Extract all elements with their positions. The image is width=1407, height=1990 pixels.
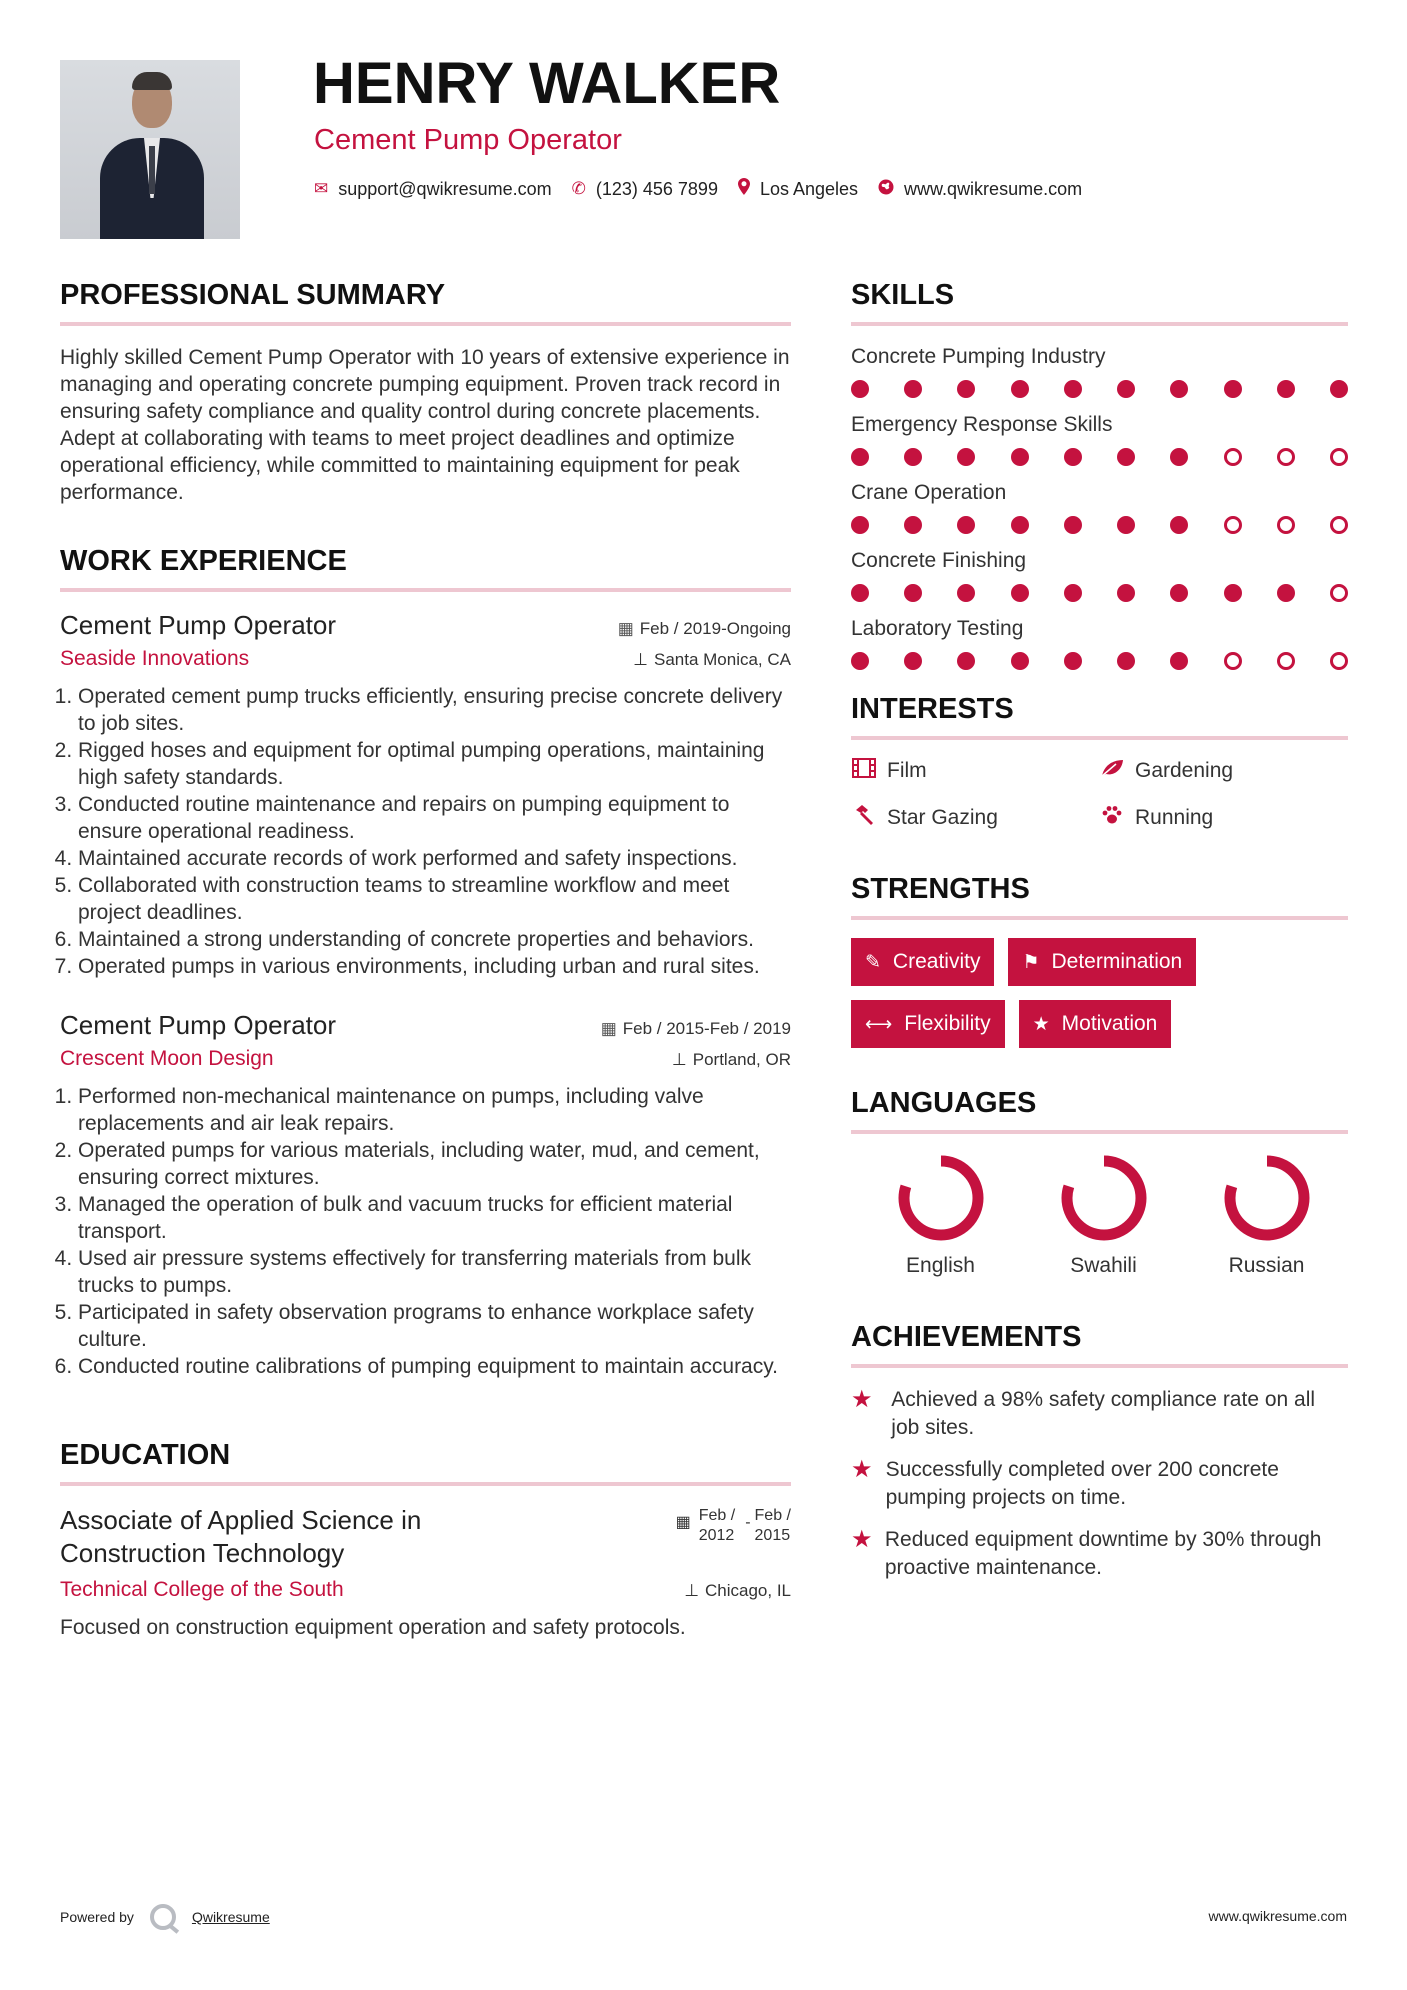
rating-dot-empty: [1330, 516, 1348, 534]
rating-dot-empty: [1330, 584, 1348, 602]
hammer-icon: [851, 804, 877, 832]
list-item: 2. Operated pumps for various materials, including water, mud, and cement, ensuring correct mixtures.: [78, 1137, 791, 1191]
interests-grid: [851, 758, 1348, 832]
rating-dot-filled: [1011, 380, 1029, 398]
skill-item: [851, 616, 1348, 670]
paintbrush-icon: ✎: [865, 951, 881, 973]
rating-dot-filled: [957, 584, 975, 602]
qwikresume-logo-icon: [150, 1904, 176, 1930]
language-label: Russian: [1228, 1254, 1305, 1277]
strengths-heading: STRENGTHS: [851, 873, 1030, 905]
rating-dot-empty: [1330, 448, 1348, 466]
contact-website[interactable]: www.qwikresume.com: [904, 178, 1083, 199]
rating-dot-filled: [1170, 380, 1188, 398]
right-column: [851, 278, 1348, 1596]
interest-item: Running: [1099, 804, 1347, 832]
rating-dot-filled: [1277, 584, 1295, 602]
list-item: 6. Maintained a strong understanding of concrete properties and behaviors.: [78, 926, 791, 953]
education-description: Focused on construction equipment operation and safety protocols.: [60, 1616, 686, 1639]
rating-dot-filled: [851, 380, 869, 398]
pushpin-icon: ⊥: [633, 650, 648, 669]
profile-photo: [60, 60, 240, 239]
rating-dot-filled: [851, 584, 869, 602]
skill-item: [851, 548, 1348, 602]
rating-dot-empty: [1330, 652, 1348, 670]
envelope-icon: ✉: [314, 179, 329, 198]
phone-icon: ✆: [571, 179, 586, 198]
star-icon: ★: [851, 1386, 873, 1413]
contact-location: Los Angeles: [759, 178, 859, 199]
skill-item: [851, 412, 1348, 466]
rating-dot-filled: [957, 448, 975, 466]
strength-badge: ★ Motivation: [1019, 1000, 1172, 1048]
education-dates: ▦ Feb / 2012 - Feb / 2015: [675, 1507, 791, 1544]
language-label: Swahili: [1070, 1254, 1137, 1277]
rating-dot-filled: [1064, 516, 1082, 534]
language-ring: [1058, 1152, 1150, 1244]
rating-dot-filled: [904, 584, 922, 602]
job-entry: [60, 1010, 791, 1380]
rating-dot-filled: [1064, 380, 1082, 398]
calendar-icon: ▦: [675, 1514, 691, 1531]
rating-dot-filled: [851, 516, 869, 534]
rating-dot-filled: [1117, 584, 1135, 602]
strength-badge: ⟷ Flexibility: [851, 1000, 1005, 1048]
pushpin-icon: ⊥: [684, 1581, 699, 1600]
rating-dot-filled: [851, 448, 869, 466]
skill-rating: [851, 652, 1348, 670]
job-title: Cement Pump Operator: [60, 610, 337, 640]
language-ring: [895, 1152, 987, 1244]
summary-text: Highly skilled Cement Pump Operator with 10 years of extensive experience in managing and operating concrete pumping equipment. Proven track record in ensuring safety compliance and quality control during concrete placements. Adept at collaborating with teams to meet project deadlines and optimize operational efficiency, while committed to maintaining equipment for peak performance.: [60, 346, 790, 504]
rating-dot-empty: [1277, 652, 1295, 670]
rating-dot-filled: [1117, 516, 1135, 534]
rating-dot-filled: [1170, 516, 1188, 534]
rating-dot-empty: [1224, 448, 1242, 466]
rating-dot-empty: [1277, 516, 1295, 534]
rating-dot-filled: [851, 652, 869, 670]
footer-powered-by: Powered by Qwikresume: [60, 1904, 270, 1930]
paw-icon: [1099, 805, 1125, 831]
achievements-list: [851, 1386, 1348, 1582]
rating-dot-filled: [957, 652, 975, 670]
achievement-item: ★ Successfully completed over 200 concrete pumping projects on time.: [851, 1456, 1279, 1509]
rating-dot-empty: [1277, 448, 1295, 466]
achievement-item: ★ Reduced equipment downtime by 30% through proactive maintenance.: [851, 1526, 1322, 1579]
rating-dot-filled: [1224, 380, 1242, 398]
school-name: Technical College of the South: [60, 1578, 344, 1601]
skill-name: Emergency Response Skills: [851, 413, 1113, 436]
calendar-icon: ▦: [617, 619, 634, 638]
job-entry: [60, 610, 791, 980]
achievements-heading: ACHIEVEMENTS: [851, 1321, 1082, 1353]
job-date: Feb / 2019-Ongoing: [639, 619, 791, 638]
language-ring-arc: [904, 1161, 978, 1235]
language-ring: [1221, 1152, 1313, 1244]
rating-dot-filled: [957, 380, 975, 398]
skill-name: Crane Operation: [851, 481, 1007, 504]
rating-dot-filled: [904, 652, 922, 670]
company-name: Crescent Moon Design: [60, 1047, 274, 1070]
job-title: Cement Pump Operator: [60, 1010, 337, 1040]
rating-dot-filled: [1011, 448, 1029, 466]
language-ring-arc: [1230, 1161, 1304, 1235]
skill-rating: [851, 516, 1348, 534]
interest-item: Film: [851, 758, 1099, 784]
leaf-icon: [1099, 758, 1125, 784]
strength-badge: ✎ Creativity: [851, 938, 994, 986]
rating-dot-filled: [1277, 380, 1295, 398]
pushpin-icon: ⊥: [671, 1050, 687, 1069]
rating-dot-filled: [1011, 584, 1029, 602]
skill-rating: [851, 584, 1348, 602]
list-item: 5. Participated in safety observation programs to enhance workplace safety culture.: [78, 1299, 791, 1353]
list-item: 5. Collaborated with construction teams to streamline workflow and meet project deadlines.: [78, 872, 791, 926]
list-item: 4. Used air pressure systems effectively for transferring materials from bulk trucks to pumps.: [78, 1245, 791, 1299]
skills-list: [851, 344, 1348, 670]
company-name: Seaside Innovations: [60, 647, 250, 670]
contact-bar: [314, 178, 1102, 200]
star-icon: ★: [1032, 1013, 1050, 1035]
skill-rating: [851, 380, 1348, 398]
duties-list: [60, 1083, 791, 1380]
languages-heading: LANGUAGES: [851, 1087, 1037, 1119]
duties-list: [60, 683, 791, 980]
divider: [60, 1482, 791, 1486]
candidate-title: Cement Pump Operator: [314, 124, 622, 156]
strengths-list: [851, 938, 1251, 1048]
interest-item: Gardening: [1099, 758, 1347, 784]
rating-dot-filled: [1011, 516, 1029, 534]
list-item: 7. Operated pumps in various environments, including urban and rural sites.: [78, 953, 791, 980]
film-icon: [851, 758, 877, 784]
rating-dot-filled: [1170, 652, 1188, 670]
divider: [851, 1130, 1348, 1134]
rating-dot-filled: [1330, 380, 1348, 398]
list-item: 6. Conducted routine calibrations of pumping equipment to maintain accuracy.: [78, 1353, 791, 1380]
language-item: [1022, 1152, 1185, 1278]
strength-badge: ⚑ Determination: [1008, 938, 1196, 986]
summary-heading: PROFESSIONAL SUMMARY: [60, 279, 446, 311]
school-location: Chicago, IL: [705, 1581, 791, 1600]
skills-heading: SKILLS: [851, 279, 955, 311]
skill-name: Concrete Pumping Industry: [851, 345, 1106, 368]
divider: [60, 322, 791, 326]
skill-name: Laboratory Testing: [851, 617, 1024, 640]
rating-dot-filled: [1117, 652, 1135, 670]
star-icon: ★: [851, 1526, 873, 1553]
rating-dot-empty: [1224, 516, 1242, 534]
job-location: Portland, OR: [692, 1050, 791, 1069]
rating-dot-filled: [1064, 584, 1082, 602]
rating-dot-filled: [1117, 380, 1135, 398]
language-ring-arc: [1067, 1161, 1141, 1235]
rating-dot-filled: [1064, 652, 1082, 670]
rating-dot-filled: [904, 448, 922, 466]
list-item: 3. Conducted routine maintenance and repairs on pumping equipment to ensure operational readiness.: [78, 791, 791, 845]
list-item: 3. Managed the operation of bulk and vacuum trucks for efficient material transport.: [78, 1191, 791, 1245]
rating-dot-filled: [904, 380, 922, 398]
rating-dot-empty: [1224, 652, 1242, 670]
divider: [851, 1364, 1348, 1368]
experience-heading: WORK EXPERIENCE: [60, 545, 347, 577]
list-item: 2. Rigged hoses and equipment for optimal pumping operations, maintaining high safety standards.: [78, 737, 791, 791]
achievement-item: ★ Achieved a 98% safety compliance rate on all job sites.: [851, 1386, 1316, 1439]
rating-dot-filled: [1064, 448, 1082, 466]
list-item: 1. Operated cement pump trucks efficiently, ensuring precise concrete delivery to job sites.: [78, 683, 791, 737]
language-item: [1185, 1152, 1348, 1278]
rating-dot-filled: [904, 516, 922, 534]
contact-phone[interactable]: (123) 456 7899: [595, 178, 718, 199]
map-pin-icon: [738, 178, 750, 200]
rating-dot-filled: [1170, 448, 1188, 466]
skill-rating: [851, 448, 1348, 466]
language-label: English: [906, 1254, 975, 1277]
job-date: Feb / 2015-Feb / 2019: [622, 1019, 791, 1038]
rating-dot-filled: [1011, 652, 1029, 670]
footer-url[interactable]: www.qwikresume.com: [1208, 1908, 1347, 1924]
interests-heading: INTERESTS: [851, 693, 1014, 725]
job-location: Santa Monica, CA: [653, 650, 791, 669]
divider: [851, 916, 1348, 920]
languages-list: [851, 1152, 1348, 1278]
brand-link[interactable]: Qwikresume: [191, 1909, 270, 1925]
divider: [851, 736, 1348, 740]
list-item: 4. Maintained accurate records of work performed and safety inspections.: [78, 845, 791, 872]
contact-email[interactable]: support@qwikresume.com: [338, 178, 552, 199]
rating-dot-filled: [1117, 448, 1135, 466]
skill-name: Concrete Finishing: [851, 549, 1027, 572]
candidate-name: HENRY WALKER: [313, 51, 781, 116]
list-item: 1. Performed non-mechanical maintenance on pumps, including valve replacements and air leak repairs.: [78, 1083, 791, 1137]
star-icon: ★: [851, 1456, 873, 1483]
interest-item: Star Gazing: [851, 804, 1099, 832]
divider: [60, 588, 791, 592]
calendar-icon: ▦: [600, 1019, 617, 1038]
globe-icon: [878, 179, 894, 200]
arrows-horizontal-icon: ⟷: [865, 1013, 893, 1035]
flag-icon: ⚑: [1022, 951, 1040, 973]
left-column: [60, 278, 791, 1641]
skill-item: [851, 480, 1348, 534]
rating-dot-filled: [957, 516, 975, 534]
divider: [851, 322, 1348, 326]
rating-dot-filled: [1170, 584, 1188, 602]
degree-name: Associate of Applied Science in Construction Technology: [60, 1505, 422, 1568]
education-heading: EDUCATION: [60, 1439, 231, 1471]
language-item: [859, 1152, 1022, 1278]
skill-item: [851, 344, 1348, 398]
rating-dot-filled: [1224, 584, 1242, 602]
